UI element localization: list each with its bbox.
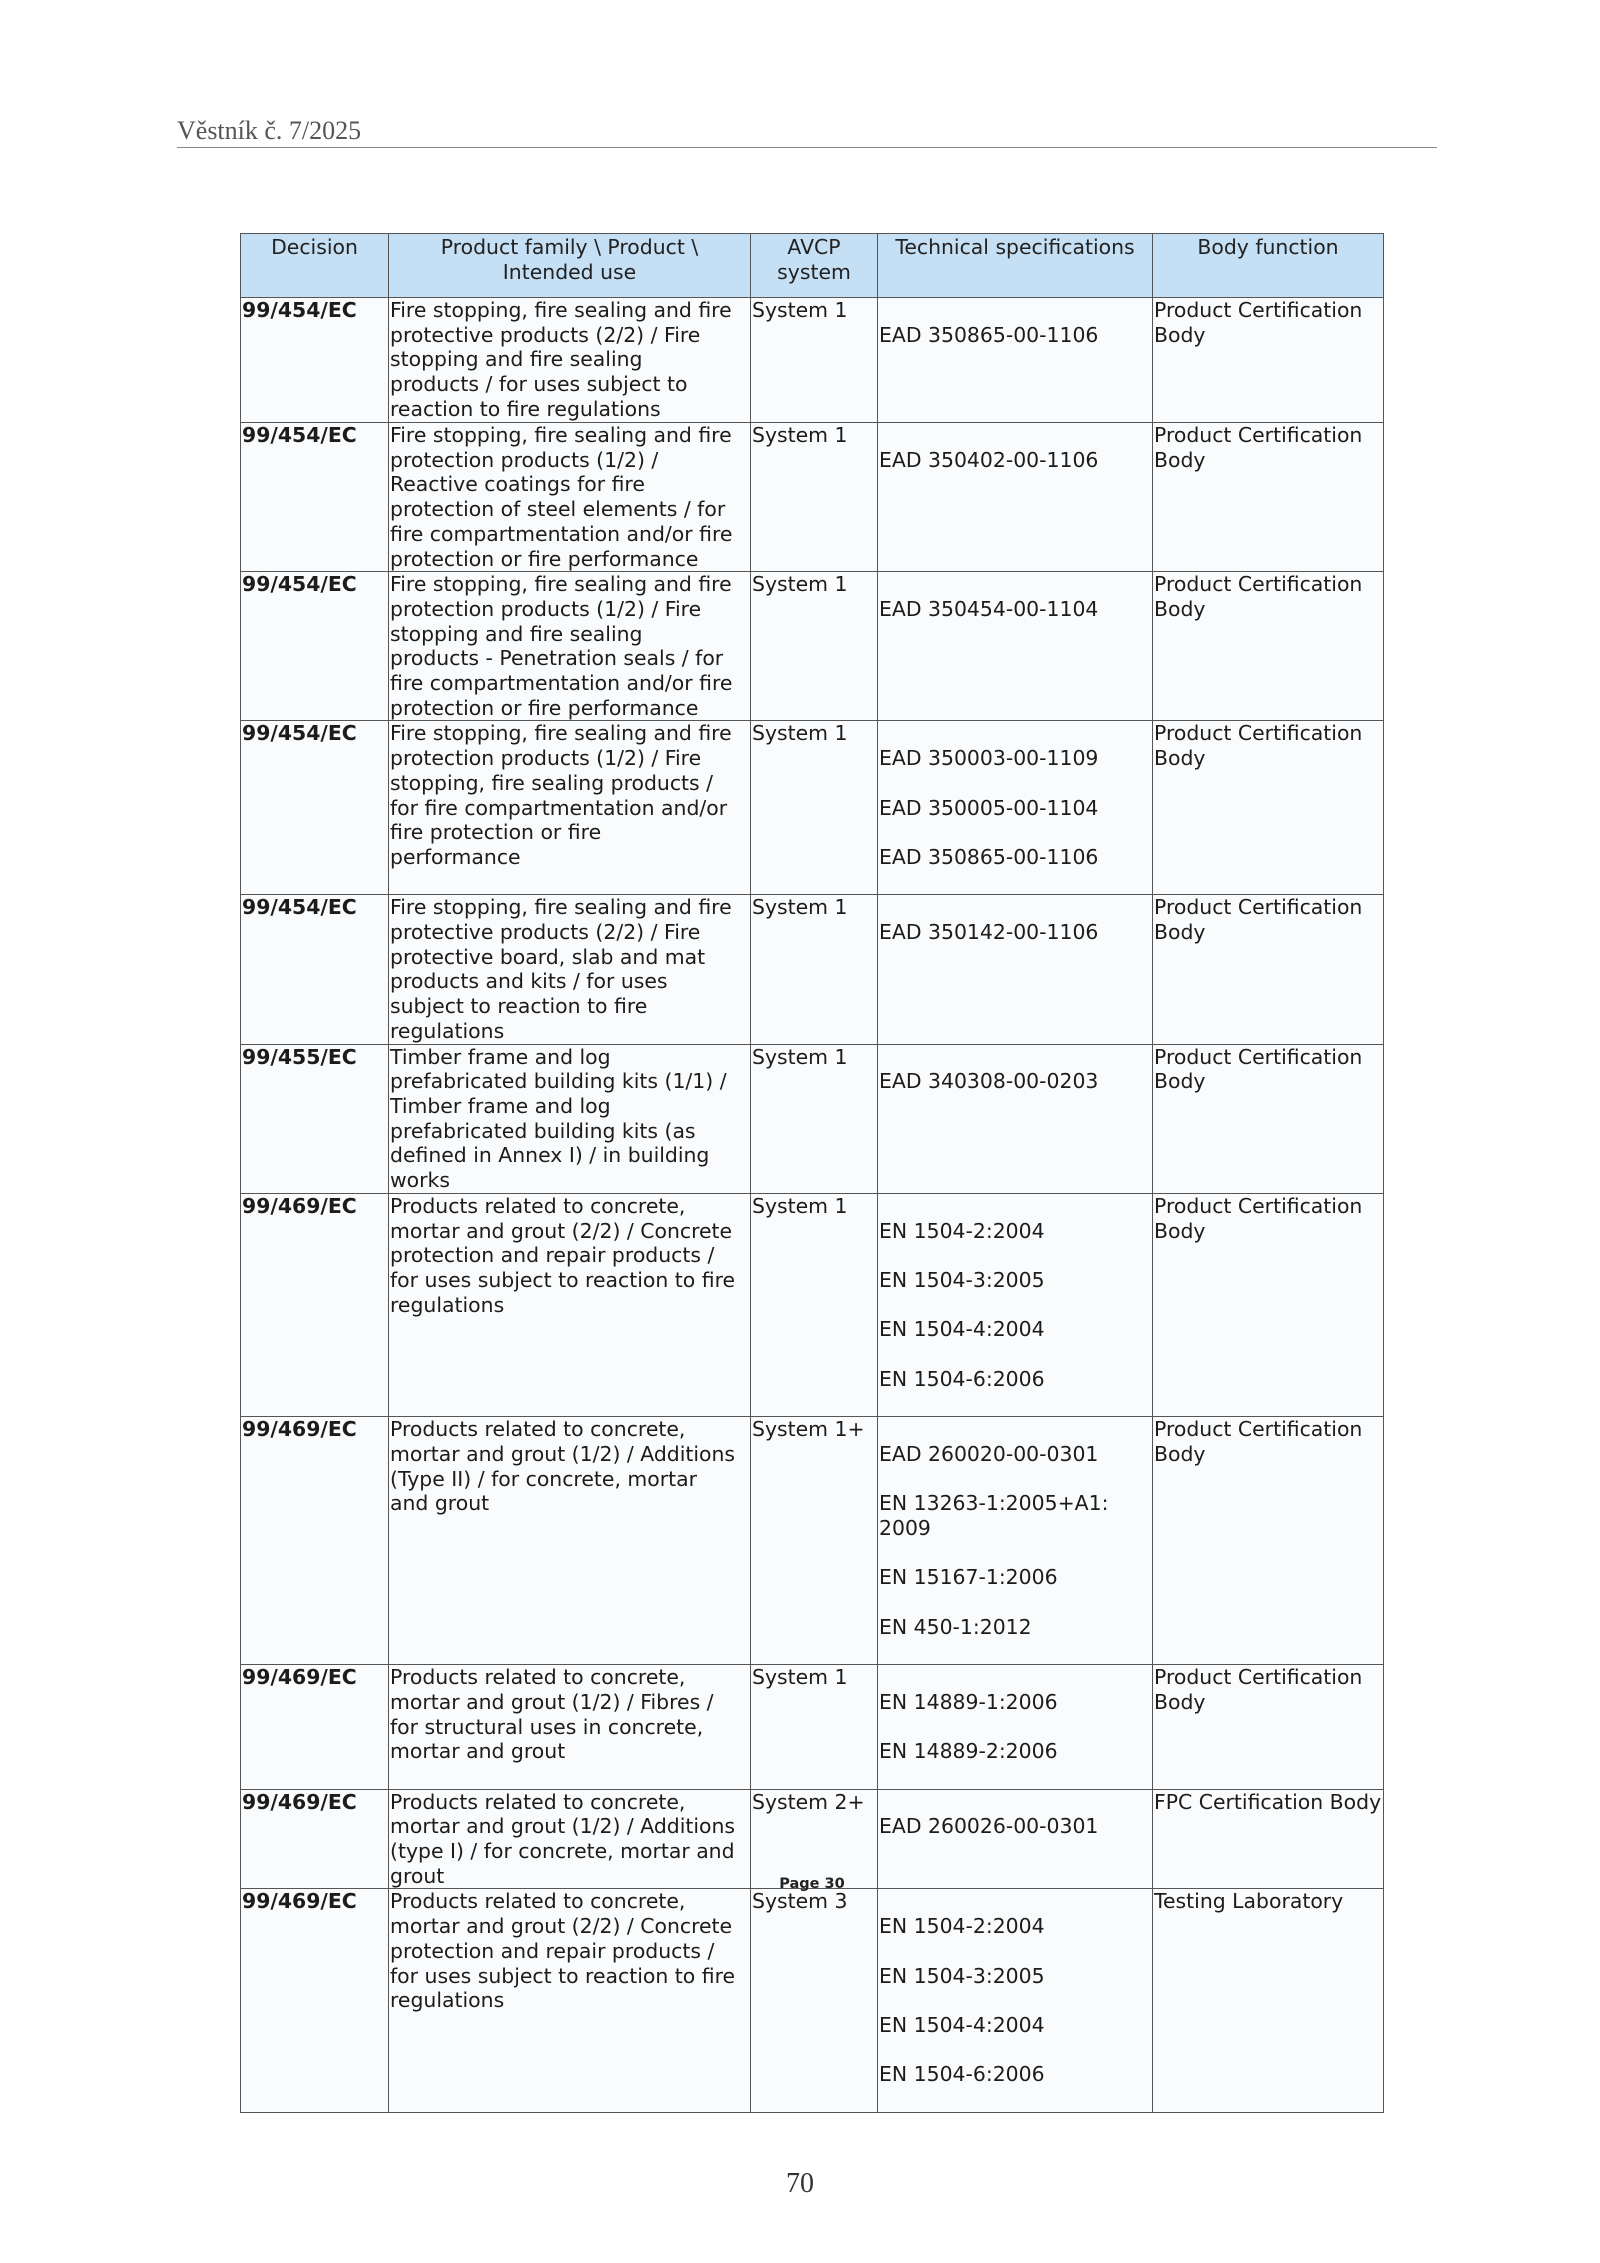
cell-avcp-system: System 1 [751, 721, 878, 895]
cell-decision: 99/469/EC [241, 1417, 389, 1665]
spec-item: EAD 350865-00-1106 [879, 322, 1099, 347]
cell-avcp-system: System 3 [751, 1889, 878, 2112]
cell-decision: 99/454/EC [241, 298, 389, 423]
cell-body-function: Product Certification Body [1153, 1044, 1384, 1193]
spec-item: EAD 350142-00-1106 [879, 920, 1099, 945]
column-header-product: Product family \ Product \ Intended use [389, 234, 751, 298]
column-header-body-function: Body function [1153, 234, 1384, 298]
spec-item: EN 1504-3:2005 [879, 1963, 1045, 1988]
cell-avcp-system: System 1 [751, 298, 878, 423]
cell-avcp-system: System 2+ [751, 1789, 878, 1889]
table-row [241, 423, 1384, 572]
cell-avcp-system: System 1 [751, 1665, 878, 1790]
spec-item: EN 1504-4:2004 [879, 2013, 1045, 2037]
cell-avcp-system: System 1 [751, 895, 878, 1044]
spec-item: EN 14889-2:2006 [879, 1739, 1058, 1764]
cell-avcp-system: System 1+ [751, 1417, 878, 1665]
cell-product: Fire stopping, fire sealing and fire protection products (1/2) / Fire stopping, fire sealing products / for fire compartmentation and/or fire protection or fire performance [389, 721, 751, 895]
cell-product: Products related to concrete, mortar and grout (1/2) / Additions (Type II) / for concrete, mortar and grout [389, 1417, 751, 1665]
spec-item: EAD 260020-00-0301 [879, 1441, 1099, 1466]
spec-item: EN 1504-2:2004 [879, 1914, 1045, 1939]
table-row [241, 1044, 1384, 1193]
table-row [241, 1665, 1384, 1790]
spec-item: EN 1504-4:2004 [879, 1317, 1045, 1342]
cell-avcp-system: System 1 [751, 1193, 878, 1416]
spec-item: EAD 260026-00-0301 [879, 1814, 1099, 1839]
cell-product: Products related to concrete, mortar and grout (1/2) / Additions (type I) / for concrete, mortar and grout [389, 1789, 751, 1889]
cell-product: Fire stopping, fire sealing and fire protection products (1/2) / Reactive coatings for fire protection of steel elements / for fire compartmentation and/or fire protection or fire performance [389, 423, 751, 572]
cell-decision: 99/454/EC [241, 572, 389, 721]
spec-item: EN 1504-6:2006 [879, 1366, 1045, 1391]
cell-product: Fire stopping, fire sealing and fire protection products (1/2) / Fire stopping and fire sealing products - Penetration seals / for fire compartmentation and/or fire protection or fire performance [389, 572, 751, 721]
cell-body-function: FPC Certification Body [1153, 1789, 1384, 1889]
cell-decision: 99/469/EC [241, 1789, 389, 1889]
cell-body-function: Product Certification Body [1153, 895, 1384, 1044]
table-row [241, 1889, 1384, 2112]
cell-body-function: Product Certification Body [1153, 1193, 1384, 1416]
column-header-decision: Decision [241, 234, 389, 298]
journal-title: Věstník č. 7/2025 [177, 116, 362, 145]
spec-item: EN 13263-1:2005+A1: 2009 [879, 1491, 1109, 1540]
cell-decision: 99/454/EC [241, 423, 389, 572]
page-label: Page 30 [779, 1876, 845, 1892]
spec-item: EAD 350005-00-1104 [879, 795, 1099, 820]
spec-item: EN 1504-6:2006 [879, 2062, 1045, 2087]
spec-item: EAD 350454-00-1104 [879, 596, 1099, 621]
cell-technical-specifications [878, 721, 1153, 895]
column-header-technical-specifications: Technical specifications [878, 234, 1153, 298]
cell-decision: 99/455/EC [241, 1044, 389, 1193]
spec-item: EN 14889-1:2006 [879, 1689, 1058, 1714]
cell-product: Products related to concrete, mortar and grout (2/2) / Concrete protection and repair products / for uses subject to reaction to fire regulations [389, 1193, 751, 1416]
cell-technical-specifications [878, 1789, 1153, 1889]
cell-body-function: Product Certification Body [1153, 298, 1384, 423]
cell-decision: 99/469/EC [241, 1665, 389, 1790]
cell-body-function: Product Certification Body [1153, 1665, 1384, 1790]
header-rule [177, 147, 1437, 148]
cell-technical-specifications [878, 1417, 1153, 1665]
cell-decision: 99/469/EC [241, 1889, 389, 2112]
cell-technical-specifications [878, 1889, 1153, 2112]
cell-technical-specifications [878, 572, 1153, 721]
table-header-row [241, 234, 1384, 298]
cell-body-function: Product Certification Body [1153, 721, 1384, 895]
cell-body-function: Testing Laboratory [1153, 1889, 1384, 2112]
spec-item: EAD 350003-00-1109 [879, 746, 1099, 771]
cell-decision: 99/454/EC [241, 895, 389, 1044]
cell-product: Fire stopping, fire sealing and fire protective products (2/2) / Fire stopping and fire sealing products / for uses subject to reaction to fire regulations [389, 298, 751, 423]
spec-item: EN 15167-1:2006 [879, 1565, 1058, 1590]
cell-product: Fire stopping, fire sealing and fire protective products (2/2) / Fire protective board, slab and mat products and kits / for uses subject to reaction to fire regulations [389, 895, 751, 1044]
cell-decision: 99/469/EC [241, 1193, 389, 1416]
table-row [241, 1193, 1384, 1416]
table-row [241, 572, 1384, 721]
cell-product: Products related to concrete, mortar and grout (1/2) / Fibres / for structural uses in concrete, mortar and grout [389, 1665, 751, 1790]
cell-body-function: Product Certification Body [1153, 572, 1384, 721]
cell-decision: 99/454/EC [241, 721, 389, 895]
spec-item: EAD 340308-00-0203 [879, 1069, 1099, 1094]
spec-item: EN 1504-3:2005 [879, 1267, 1045, 1292]
cell-technical-specifications [878, 423, 1153, 572]
page-number: 70 [786, 2168, 814, 2199]
cell-product: Products related to concrete, mortar and grout (2/2) / Concrete protection and repair products / for uses subject to reaction to fire regulations [389, 1889, 751, 2112]
spec-item: EN 1504-2:2004 [879, 1218, 1045, 1243]
spec-item: EAD 350402-00-1106 [879, 447, 1099, 472]
cell-avcp-system: System 1 [751, 572, 878, 721]
cell-body-function: Product Certification Body [1153, 1417, 1384, 1665]
column-header-avcp-system: AVCP system [751, 234, 878, 298]
spec-item: EN 450-1:2012 [879, 1614, 1032, 1639]
table-row [241, 1417, 1384, 1665]
cell-avcp-system: System 1 [751, 423, 878, 572]
cell-avcp-system: System 1 [751, 1044, 878, 1193]
cell-technical-specifications [878, 1665, 1153, 1790]
cell-technical-specifications [878, 1193, 1153, 1416]
table-row [241, 298, 1384, 423]
cell-product: Timber frame and log prefabricated building kits (1/1) / Timber frame and log prefabricated building kits (as defined in Annex I) / in building works [389, 1044, 751, 1193]
cell-technical-specifications [878, 298, 1153, 423]
decisions-table [240, 233, 1384, 2113]
cell-body-function: Product Certification Body [1153, 423, 1384, 572]
table-row [241, 721, 1384, 895]
cell-technical-specifications [878, 1044, 1153, 1193]
spec-item: EAD 350865-00-1106 [879, 844, 1099, 869]
table-row [241, 1789, 1384, 1889]
cell-technical-specifications [878, 895, 1153, 1044]
table-row [241, 895, 1384, 1044]
